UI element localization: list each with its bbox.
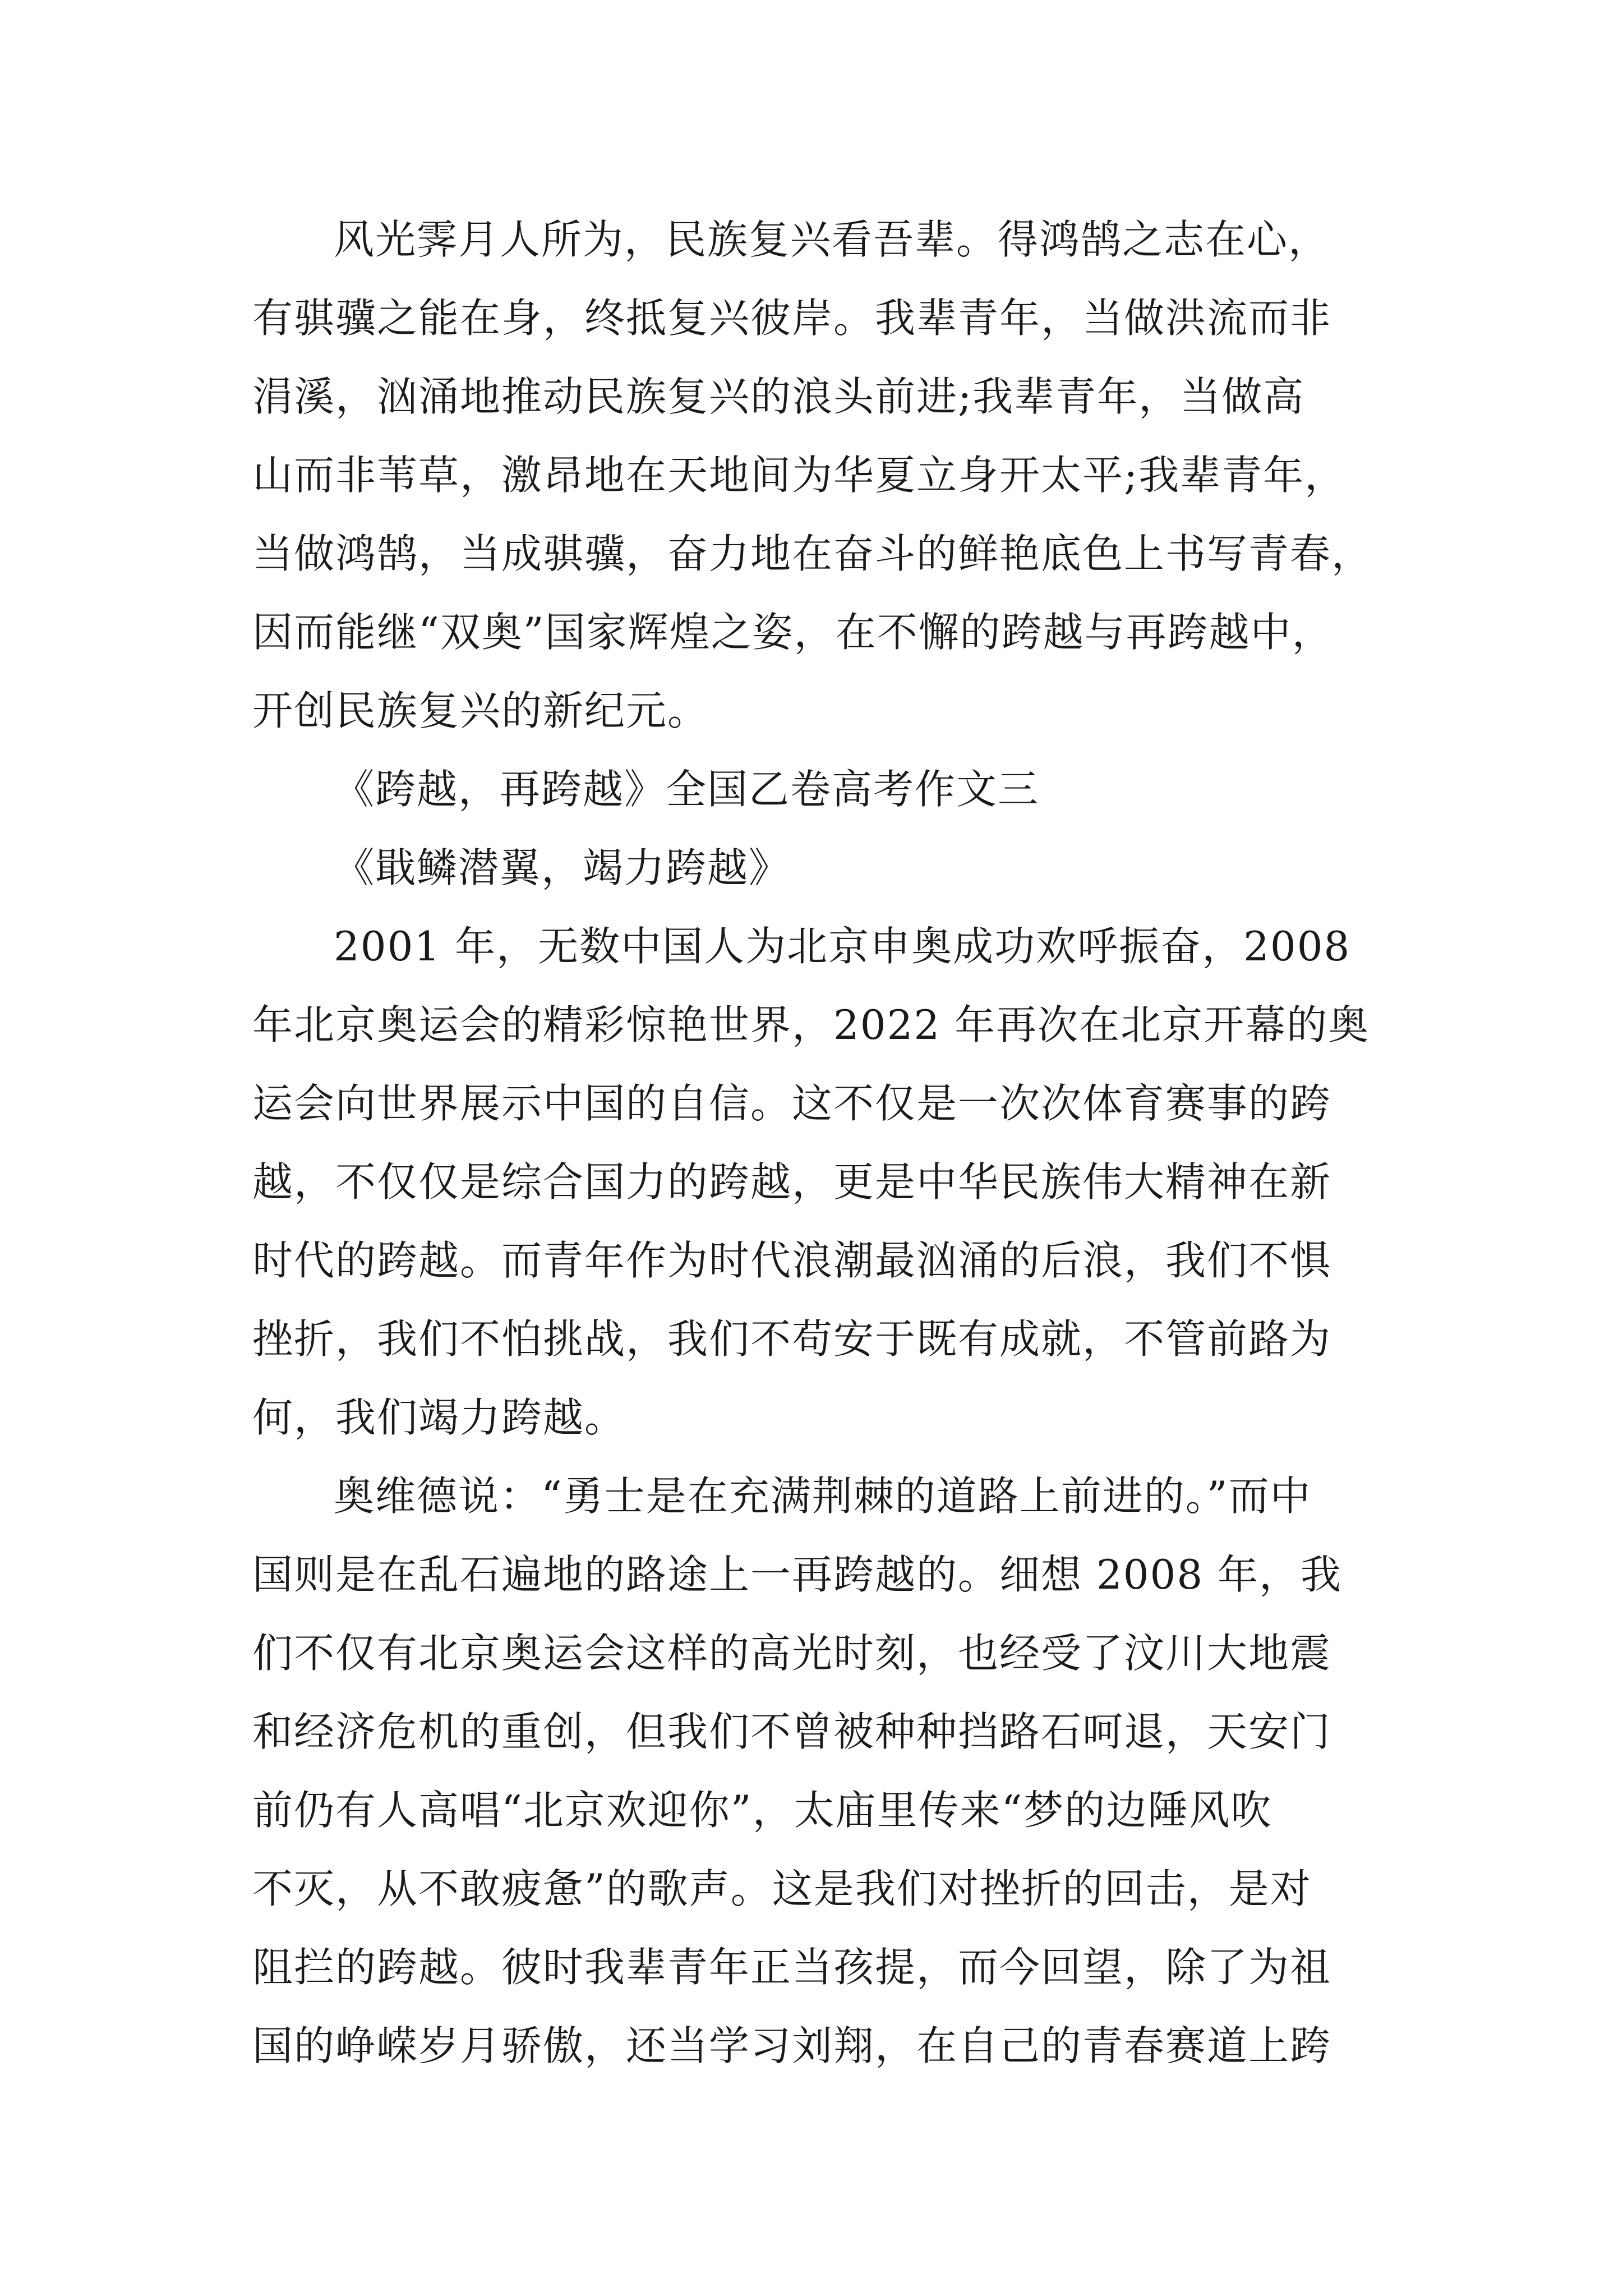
paragraph-line: 有骐骥之能在身，终抵复兴彼岸。我辈青年，当做洪流而非: [252, 295, 1332, 342]
paragraph-line: 山而非苇草，激昂地在天地间为华夏立身开太平;我辈青年，: [252, 452, 1347, 499]
paragraph-line: 们不仅有北京奥运会这样的高光时刻，也经受了汶川大地震: [252, 1630, 1332, 1677]
paragraph-line: 越，不仅仅是综合国力的跨越，更是中华民族伟大精神在新: [252, 1158, 1332, 1205]
paragraph-line: 国则是在乱石遍地的路途上一再跨越的。细想 2008 年，我: [252, 1551, 1343, 1598]
paragraph-line: 前仍有人高唱“北京欢迎你”，太庙里传来“梦的边陲风吹: [252, 1787, 1272, 1834]
paragraph-line: 运会向世界展示中国的自信。这不仅是一次次体育赛事的跨: [252, 1080, 1332, 1127]
paragraph-line: 因而能继“双奥”国家辉煌之姿，在不懈的跨越与再跨越中，: [252, 609, 1334, 656]
paragraph-line: 挫折，我们不怕挑战，我们不苟安于既有成就，不管前路为: [252, 1315, 1332, 1363]
paragraph-line: 涓溪，汹涌地推动民族复兴的浪头前进;我辈青年，当做高: [252, 373, 1305, 420]
paragraph-line: 奥维德说：“勇士是在充满荆棘的道路上前进的。”而中: [334, 1473, 1312, 1520]
paragraph-line: 开创民族复兴的新纪元。: [252, 687, 709, 734]
paragraph-line: 国的峥嵘岁月骄傲，还当学习刘翔，在自己的青春赛道上跨: [252, 2022, 1332, 2069]
paragraph-line: 风光霁月人所为，民族复兴看吾辈。得鸿鹄之志在心，: [334, 216, 1330, 263]
paragraph-line: 年北京奥运会的精彩惊艳世界，2022 年再次在北京开幕的奥: [252, 1001, 1370, 1048]
essay-title: 《戢鳞潜翼，竭力跨越》: [334, 844, 791, 891]
paragraph-line: 何，我们竭力跨越。: [252, 1394, 626, 1441]
paragraph-line: 不灭，从不敢疲惫”的歌声。这是我们对挫折的回击，是对: [252, 1865, 1312, 1912]
essay-heading: 《跨越，再跨越》全国乙卷高考作文三: [334, 766, 1040, 813]
paragraph-line: 阻拦的跨越。彼时我辈青年正当孩提，而今回望，除了为祖: [252, 1944, 1332, 1991]
paragraph-line: 和经济危机的重创，但我们不曾被种种挡路石呵退，天安门: [252, 1708, 1332, 1755]
paragraph-line: 时代的跨越。而青年作为时代浪潮最汹涌的后浪，我们不惧: [252, 1237, 1332, 1284]
paragraph-line: 2001 年，无数中国人为北京申奥成功欢呼振奋，2008: [334, 923, 1351, 970]
paragraph-line: 当做鸿鹄，当成骐骥，奋力地在奋斗的鲜艳底色上书写青春，: [252, 530, 1373, 577]
